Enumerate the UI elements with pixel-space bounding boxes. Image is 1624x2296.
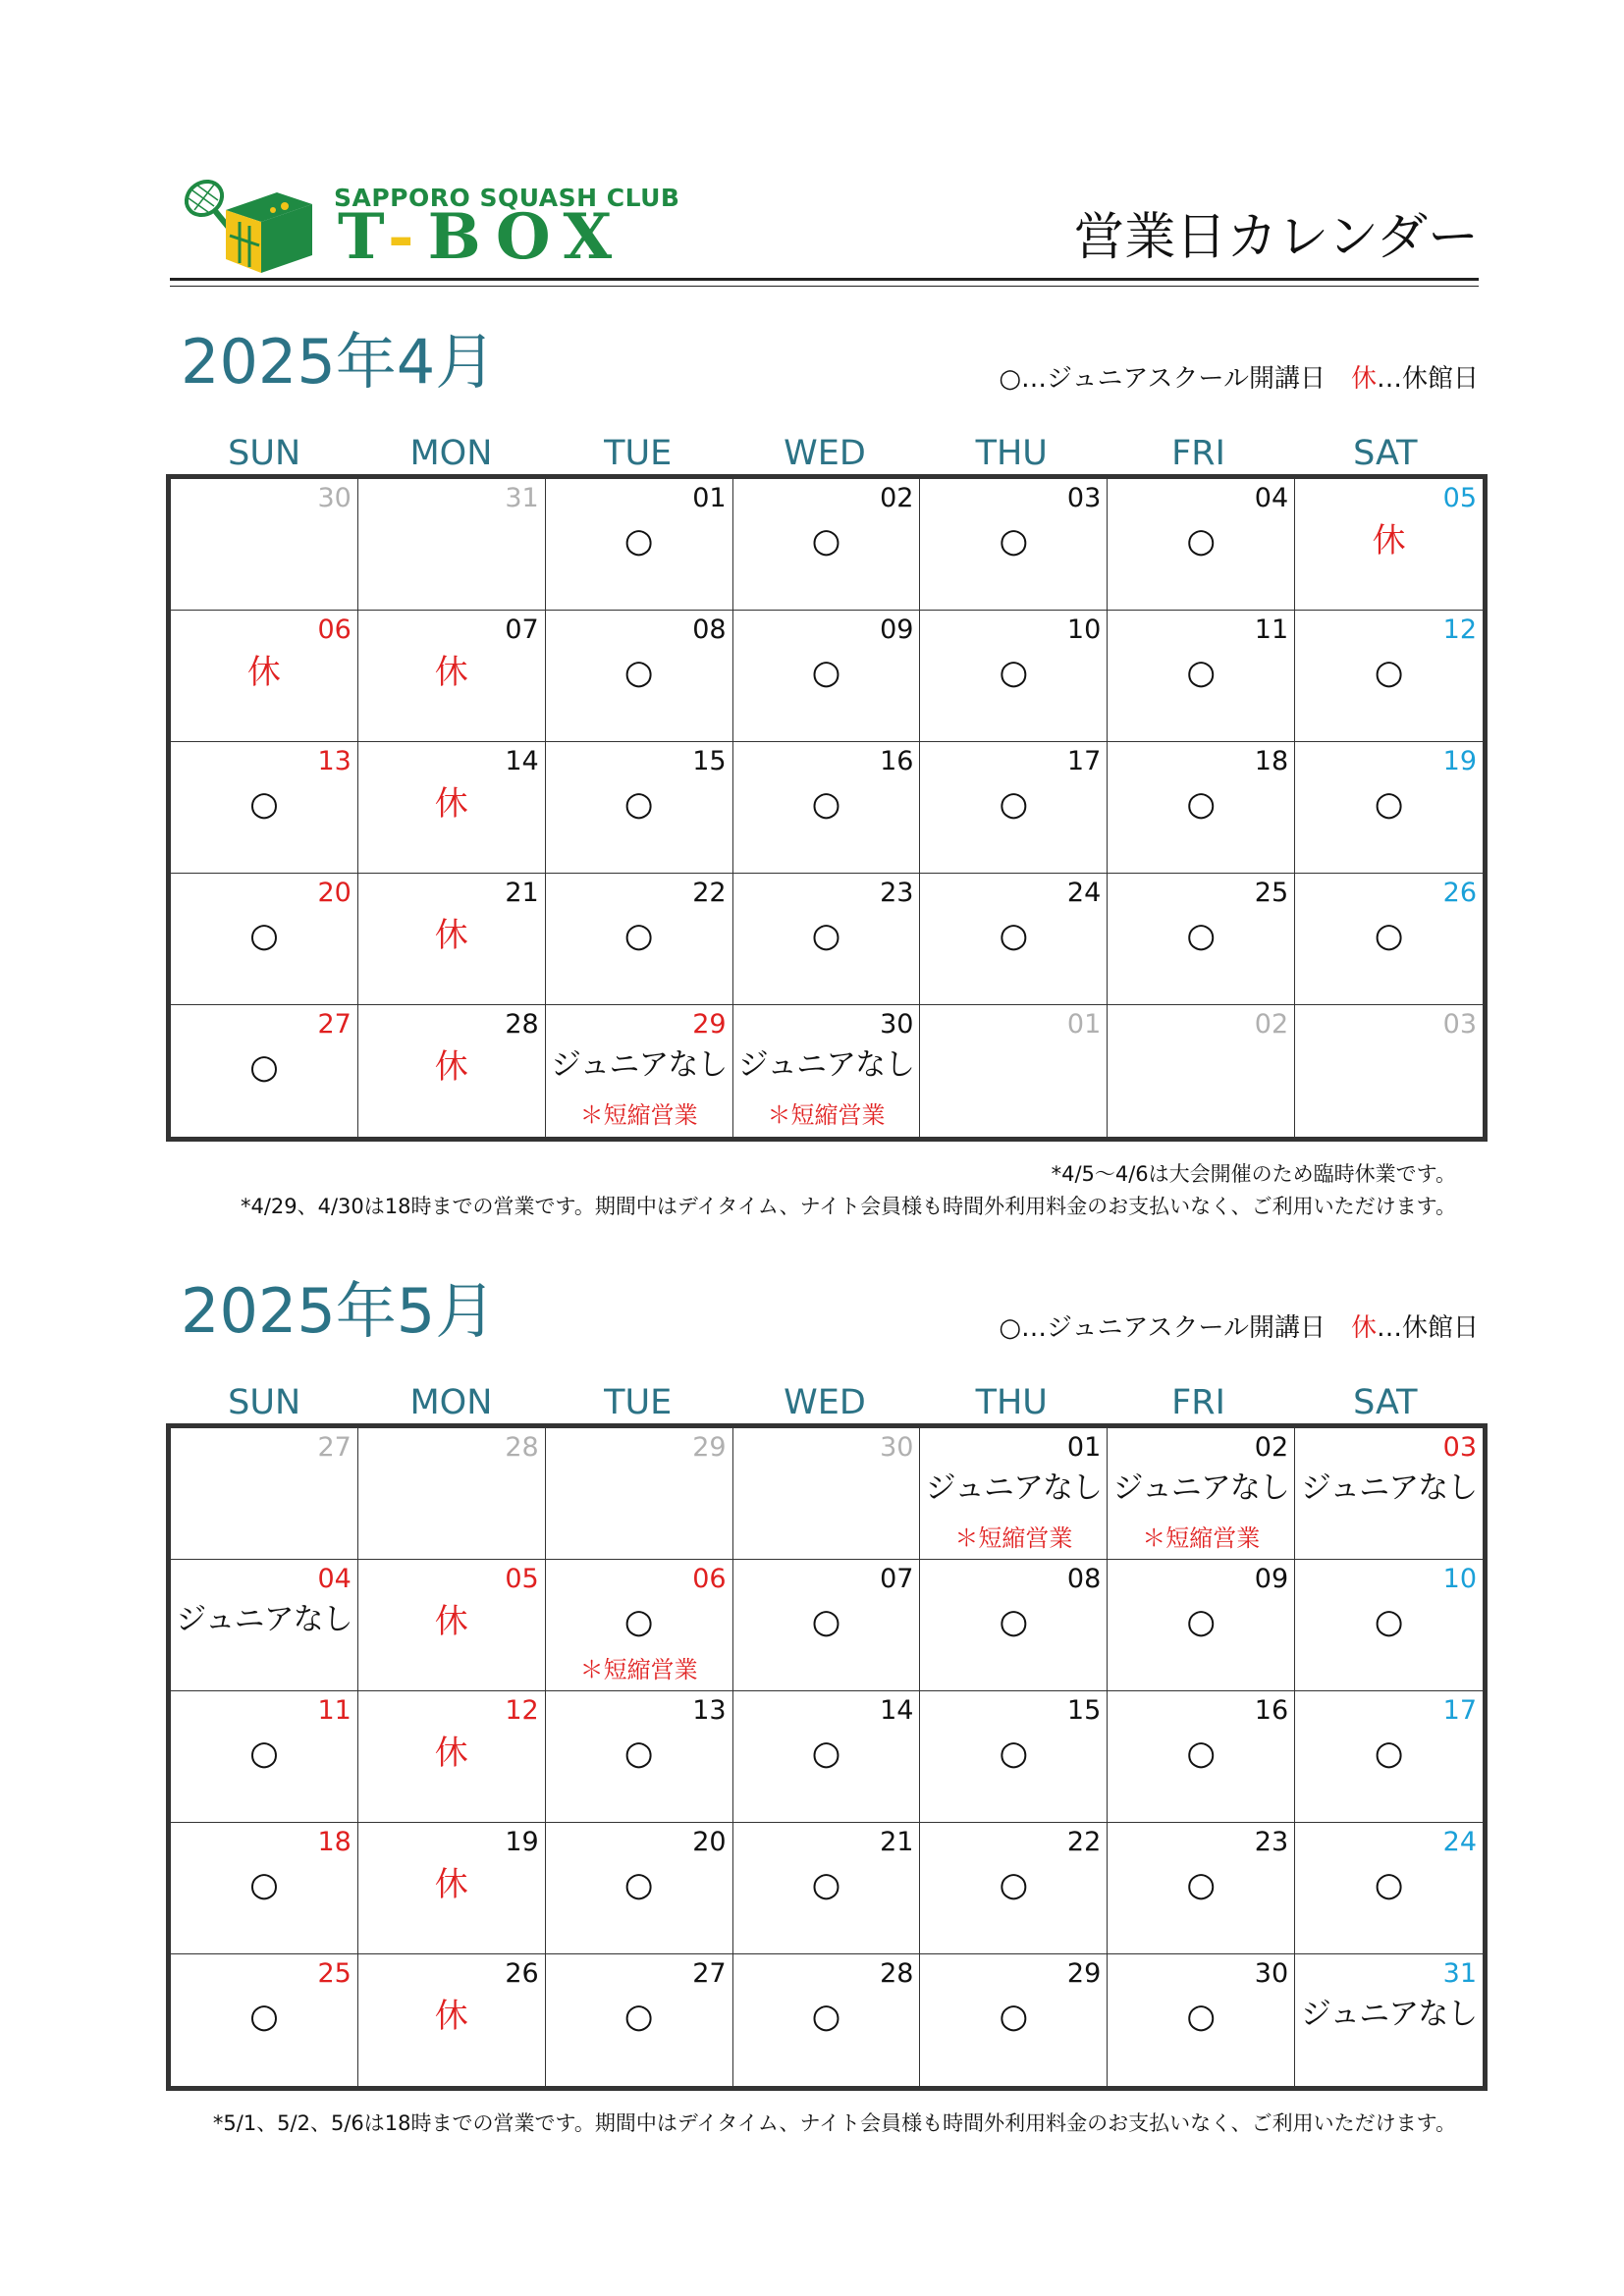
day-cell: [171, 1560, 358, 1691]
day-number: 10: [1442, 1564, 1477, 1594]
day-number: 24: [1066, 878, 1102, 908]
day-number: 17: [1066, 746, 1102, 776]
weekday-label: SAT: [1353, 434, 1418, 473]
day-cell: [733, 611, 921, 742]
day-cell: [358, 742, 546, 874]
day-number: 07: [880, 1564, 914, 1594]
day-number: 14: [505, 746, 539, 776]
calendar-grid: [166, 1423, 1488, 2091]
day-number: 20: [317, 878, 352, 908]
day-number: 16: [1254, 1695, 1289, 1726]
day-cell: [546, 1691, 733, 1823]
day-cell: [1295, 1428, 1483, 1560]
day-number: 11: [317, 1695, 352, 1726]
day-number: 28: [505, 1432, 539, 1463]
junior-school-mark: ○: [999, 916, 1029, 955]
day-number: 08: [692, 614, 727, 645]
weekday-label: SUN: [228, 434, 301, 473]
day-cell: [733, 1428, 921, 1560]
calendar-grid: [166, 474, 1488, 1142]
closed-mark: 休: [434, 784, 468, 824]
day-cell: [920, 1691, 1108, 1823]
junior-school-mark: ○: [811, 784, 841, 824]
day-cell: [733, 1560, 921, 1691]
day-number: 31: [1442, 1958, 1477, 1989]
junior-school-mark: ○: [623, 916, 654, 955]
weekday-label: THU: [975, 1383, 1048, 1422]
day-cell: [733, 479, 921, 611]
weekday-label: FRI: [1171, 1383, 1225, 1422]
footnote: *5/1、5/2、5/6は18時までの営業です。期間中はデイタイム、ナイト会員様も時間外利用料金のお支払いなく、ご利用いただけます。: [212, 2111, 1456, 2135]
day-number: 01: [1066, 1432, 1102, 1463]
day-cell: [358, 611, 546, 742]
day-cell: [171, 874, 358, 1005]
day-number: 24: [1442, 1827, 1477, 1857]
junior-school-mark: ○: [1186, 784, 1217, 824]
day-number: 25: [1254, 878, 1289, 908]
day-number: 29: [692, 1009, 727, 1040]
day-number: 02: [1254, 1009, 1289, 1040]
day-cell: [546, 1823, 733, 1954]
day-number: 12: [1442, 614, 1477, 645]
logo-word-box: BOX: [427, 200, 626, 274]
junior-school-mark: ○: [249, 1865, 279, 1904]
day-cell: [546, 742, 733, 874]
day-cell: [1295, 1823, 1483, 1954]
junior-school-mark: ○: [1186, 1602, 1217, 1641]
junior-school-mark: ○: [811, 521, 841, 561]
month-section-april: [0, 326, 1624, 1274]
closed-mark: 休: [434, 1602, 468, 1641]
junior-school-mark: ○: [623, 1734, 654, 1773]
day-cell: [171, 742, 358, 874]
junior-school-mark: ○: [811, 916, 841, 955]
day-number: 30: [880, 1432, 914, 1463]
day-cell: [1295, 1005, 1483, 1137]
weekday-label: THU: [975, 434, 1048, 473]
junior-school-mark: ○: [623, 1865, 654, 1904]
day-cell: [920, 1005, 1108, 1137]
day-number: 03: [1442, 1432, 1477, 1463]
header-rule-thick: [170, 278, 1479, 281]
no-junior-label: ジュニアなし: [737, 1047, 915, 1083]
day-number: 27: [317, 1009, 352, 1040]
no-junior-label: ジュニアなし: [1112, 1470, 1289, 1506]
day-number: 31: [505, 483, 539, 513]
day-cell: [920, 742, 1108, 874]
closed-mark: 休: [246, 653, 281, 692]
day-cell: [546, 1428, 733, 1560]
day-number: 26: [1442, 878, 1477, 908]
day-number: 01: [692, 483, 727, 513]
day-number: 13: [317, 746, 352, 776]
month-title: 2025年4月: [181, 326, 497, 398]
day-cell: [920, 1428, 1108, 1560]
closed-mark: 休: [434, 1997, 468, 2036]
day-number: 26: [505, 1958, 539, 1989]
day-number: 01: [1066, 1009, 1102, 1040]
day-cell: [546, 1560, 733, 1691]
weekday-label: SUN: [228, 1383, 301, 1422]
day-number: 04: [1254, 483, 1289, 513]
footnote: *4/29、4/30は18時までの営業です。期間中はデイタイム、ナイト会員様も時間外利用料金のお支払いなく、ご利用いただけます。: [240, 1195, 1456, 1218]
day-cell: [171, 611, 358, 742]
closed-mark: 休: [434, 653, 468, 692]
junior-school-mark: ○: [999, 521, 1029, 561]
footnotes: [166, 2113, 1456, 2146]
day-cell: [358, 1005, 546, 1137]
day-cell: [1108, 1428, 1295, 1560]
legend-circle-text: ○…ジュニアスクール開講日: [999, 364, 1326, 394]
junior-school-mark: ○: [1374, 916, 1404, 955]
footnote: *4/5～4/6は大会開催のため臨時休業です。: [1051, 1162, 1456, 1186]
closed-mark: 休: [434, 1047, 468, 1087]
day-number: 28: [505, 1009, 539, 1040]
legend-closed-mark: 休: [1350, 1313, 1377, 1343]
weekday-label: MON: [409, 1383, 493, 1422]
junior-school-mark: ○: [623, 784, 654, 824]
day-number: 21: [880, 1827, 914, 1857]
day-cell: [920, 874, 1108, 1005]
day-cell: [1295, 479, 1483, 611]
day-cell: [1295, 742, 1483, 874]
day-number: 05: [505, 1564, 539, 1594]
day-number: 03: [1442, 1009, 1477, 1040]
day-number: 30: [317, 483, 352, 513]
day-number: 30: [880, 1009, 914, 1040]
junior-school-mark: ○: [1186, 521, 1217, 561]
day-cell: [546, 611, 733, 742]
logo-word-t: T: [338, 200, 389, 274]
day-number: 23: [880, 878, 914, 908]
junior-school-mark: ○: [1186, 653, 1217, 692]
day-cell: [358, 874, 546, 1005]
junior-school-mark: ○: [623, 521, 654, 561]
junior-school-mark: ○: [1186, 916, 1217, 955]
day-cell: [171, 1005, 358, 1137]
no-junior-label: ジュニアなし: [550, 1047, 728, 1083]
footnotes: [166, 1164, 1456, 1229]
legend-closed-text: …休館日: [1376, 364, 1479, 394]
junior-school-mark: ○: [811, 1602, 841, 1641]
junior-school-mark: ○: [811, 653, 841, 692]
junior-school-mark: ○: [1186, 1997, 1217, 2036]
day-cell: [358, 1691, 546, 1823]
junior-school-mark: ○: [623, 653, 654, 692]
junior-school-mark: ○: [249, 1997, 279, 2036]
day-number: 12: [505, 1695, 539, 1726]
junior-school-mark: ○: [1186, 1734, 1217, 1773]
junior-school-mark: ○: [811, 1734, 841, 1773]
day-number: 02: [880, 483, 914, 513]
day-cell: [733, 1823, 921, 1954]
day-number: 29: [692, 1432, 727, 1463]
short-hours-note: ＊短縮営業: [1142, 1524, 1261, 1552]
day-cell: [358, 479, 546, 611]
junior-school-mark: ○: [249, 784, 279, 824]
tbox-box-icon: [175, 179, 332, 277]
short-hours-note: ＊短縮営業: [579, 1656, 698, 1683]
day-number: 13: [692, 1695, 727, 1726]
day-number: 16: [880, 746, 914, 776]
day-cell: [171, 1428, 358, 1560]
day-number: 02: [1254, 1432, 1289, 1463]
day-cell: [358, 1823, 546, 1954]
day-cell: [920, 611, 1108, 742]
junior-school-mark: ○: [623, 1602, 654, 1641]
junior-school-mark: ○: [999, 653, 1029, 692]
day-number: 30: [1254, 1958, 1289, 1989]
no-junior-label: ジュニアなし: [1300, 1470, 1478, 1506]
legend-closed-mark: 休: [1350, 364, 1377, 394]
month-section-may: [0, 1275, 1624, 2223]
weekday-label: WED: [784, 1383, 866, 1422]
day-cell: [1295, 1560, 1483, 1691]
day-cell: [1295, 874, 1483, 1005]
junior-school-mark: ○: [1374, 1602, 1404, 1641]
day-number: 04: [317, 1564, 352, 1594]
weekday-header: [171, 434, 1479, 473]
closed-mark: 休: [1372, 521, 1406, 561]
no-junior-label: ジュニアなし: [925, 1470, 1103, 1506]
weekday-label: WED: [784, 434, 866, 473]
day-cell: [546, 1005, 733, 1137]
junior-school-mark: ○: [999, 784, 1029, 824]
legend: [999, 1308, 1479, 1344]
day-cell: [920, 479, 1108, 611]
day-cell: [1295, 1691, 1483, 1823]
day-cell: [920, 1823, 1108, 1954]
legend-closed-text: …休館日: [1376, 1313, 1479, 1343]
junior-school-mark: ○: [999, 1734, 1029, 1773]
day-cell: [1108, 1560, 1295, 1691]
legend-circle-text: ○…ジュニアスクール開講日: [999, 1313, 1326, 1343]
junior-school-mark: ○: [249, 1734, 279, 1773]
logo-subtitle: SAPPORO SQUASH CLUB: [334, 184, 680, 212]
day-cell: [1108, 479, 1295, 611]
day-number: 28: [880, 1958, 914, 1989]
weekday-label: TUE: [604, 434, 673, 473]
short-hours-note: ＊短縮営業: [954, 1524, 1073, 1552]
weekday-label: FRI: [1171, 434, 1225, 473]
day-cell: [1295, 611, 1483, 742]
day-cell: [733, 742, 921, 874]
day-number: 22: [1066, 1827, 1102, 1857]
day-cell: [171, 1954, 358, 2086]
day-cell: [1108, 874, 1295, 1005]
day-cell: [1108, 1954, 1295, 2086]
day-number: 17: [1442, 1695, 1477, 1726]
month-title: 2025年5月: [181, 1275, 497, 1347]
day-cell: [358, 1428, 546, 1560]
day-cell: [733, 1691, 921, 1823]
day-cell: [920, 1560, 1108, 1691]
day-cell: [546, 874, 733, 1005]
weekday-label: SAT: [1353, 1383, 1418, 1422]
day-cell: [920, 1954, 1108, 2086]
junior-school-mark: ○: [999, 1865, 1029, 1904]
day-number: 20: [692, 1827, 727, 1857]
day-number: 15: [692, 746, 727, 776]
day-number: 11: [1254, 614, 1289, 645]
logo-wordmark: [338, 200, 626, 274]
day-cell: [171, 1691, 358, 1823]
day-cell: [1295, 1954, 1483, 2086]
day-number: 23: [1254, 1827, 1289, 1857]
day-number: 25: [317, 1958, 352, 1989]
page-title: 営業日カレンダー: [1073, 208, 1479, 267]
no-junior-label: ジュニアなし: [1300, 1997, 1478, 2032]
club-logo: [175, 179, 680, 277]
day-cell: [733, 1954, 921, 2086]
day-number: 27: [317, 1432, 352, 1463]
day-cell: [546, 479, 733, 611]
day-number: 18: [317, 1827, 352, 1857]
junior-school-mark: ○: [811, 1997, 841, 2036]
junior-school-mark: ○: [249, 916, 279, 955]
junior-school-mark: ○: [999, 1997, 1029, 2036]
day-number: 21: [505, 878, 539, 908]
day-number: 15: [1066, 1695, 1102, 1726]
day-cell: [1108, 1005, 1295, 1137]
day-cell: [1108, 1823, 1295, 1954]
junior-school-mark: ○: [623, 1997, 654, 2036]
day-cell: [546, 1954, 733, 2086]
junior-school-mark: ○: [1374, 1734, 1404, 1773]
day-number: 08: [1066, 1564, 1102, 1594]
day-cell: [733, 1005, 921, 1137]
short-hours-note: ＊短縮営業: [579, 1101, 698, 1129]
day-cell: [171, 479, 358, 611]
day-number: 19: [1442, 746, 1477, 776]
day-number: 22: [692, 878, 727, 908]
weekday-header: [171, 1383, 1479, 1422]
day-cell: [1108, 611, 1295, 742]
no-junior-label: ジュニアなし: [176, 1602, 352, 1637]
junior-school-mark: ○: [249, 1047, 279, 1087]
short-hours-note: ＊短縮営業: [767, 1101, 886, 1129]
day-number: 06: [317, 614, 352, 645]
day-cell: [171, 1823, 358, 1954]
closed-mark: 休: [434, 1865, 468, 1904]
header-rule-thin: [170, 286, 1479, 287]
day-cell: [358, 1560, 546, 1691]
day-cell: [1108, 1691, 1295, 1823]
day-cell: [358, 1954, 546, 2086]
day-cell: [733, 874, 921, 1005]
logo-word-dash: -: [388, 200, 428, 274]
day-cell: [1108, 742, 1295, 874]
legend: [999, 358, 1479, 395]
day-number: 09: [1254, 1564, 1289, 1594]
day-number: 29: [1066, 1958, 1102, 1989]
day-number: 14: [880, 1695, 914, 1726]
day-number: 06: [692, 1564, 727, 1594]
junior-school-mark: ○: [1374, 653, 1404, 692]
junior-school-mark: ○: [1374, 784, 1404, 824]
junior-school-mark: ○: [1374, 1865, 1404, 1904]
junior-school-mark: ○: [1186, 1865, 1217, 1904]
day-number: 19: [505, 1827, 539, 1857]
junior-school-mark: ○: [811, 1865, 841, 1904]
weekday-label: MON: [409, 434, 493, 473]
day-number: 27: [692, 1958, 727, 1989]
day-number: 07: [505, 614, 539, 645]
day-number: 18: [1254, 746, 1289, 776]
closed-mark: 休: [434, 1734, 468, 1773]
weekday-label: TUE: [604, 1383, 673, 1422]
day-number: 10: [1066, 614, 1102, 645]
closed-mark: 休: [434, 916, 468, 955]
day-number: 09: [880, 614, 914, 645]
day-number: 05: [1442, 483, 1477, 513]
junior-school-mark: ○: [999, 1602, 1029, 1641]
day-number: 03: [1066, 483, 1102, 513]
